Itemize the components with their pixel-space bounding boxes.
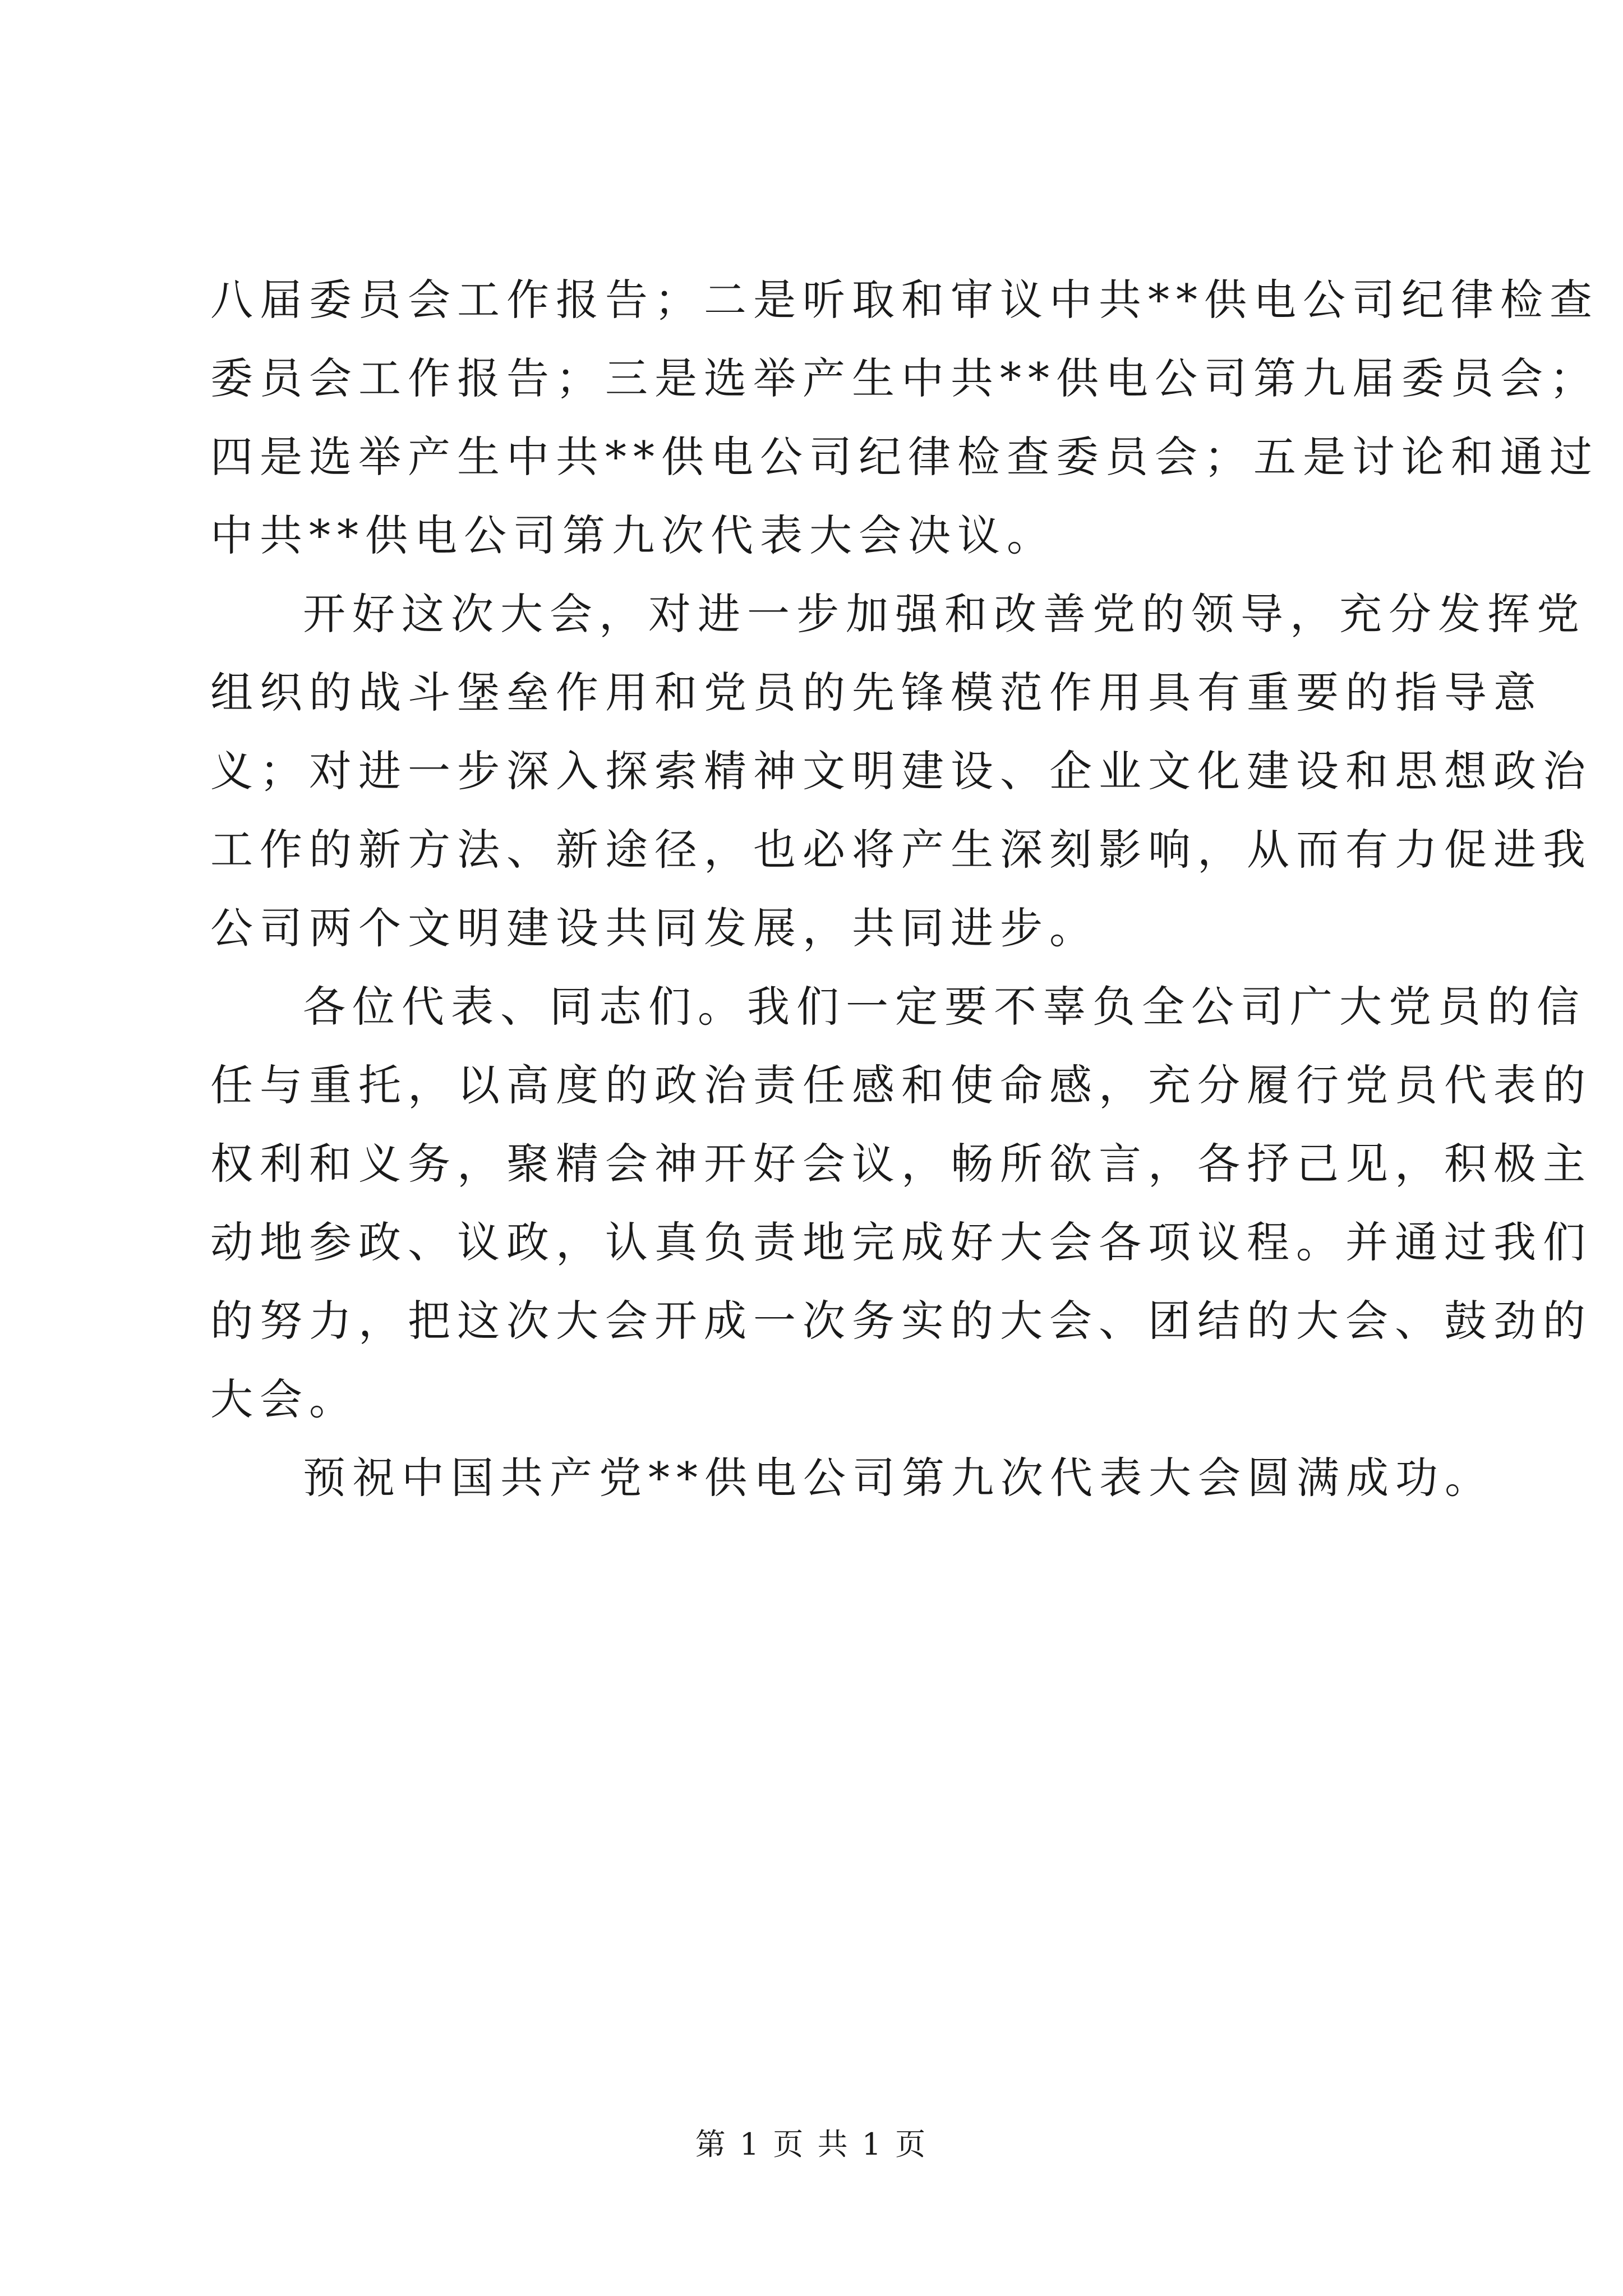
text-line: 大会。: [210, 1374, 358, 1424]
text-line: 开好这次大会，对进一步加强和改善党的领导，充分发挥党: [303, 589, 1586, 639]
text-line: 预祝中国共产党**供电公司第九次代表大会圆满成功。: [303, 1453, 1494, 1503]
page-footer: [0, 2120, 1623, 2164]
text-line: 组织的战斗堡垒作用和党员的先锋模范作用具有重要的指导意: [210, 668, 1543, 717]
text-line: 各位代表、同志们。我们一定要不辜负全公司广大党员的信: [303, 982, 1586, 1032]
paragraph: [210, 575, 1592, 968]
text-line: 八届委员会工作报告；二是听取和审议中共**供电公司纪律检查: [210, 275, 1599, 325]
text-line: 中共**供电公司第九次代表大会决议。: [210, 510, 1056, 560]
text-line: 任与重托，以高度的政治责任感和使命感，充分履行党员代表的: [210, 1060, 1592, 1110]
text-line: 四是选举产生中共**供电公司纪律检查委员会；五是讨论和通过: [210, 432, 1599, 482]
text-line: 动地参政、议政，认真负责地完成好大会各项议程。并通过我们: [210, 1217, 1592, 1267]
text-line: 的努力，把这次大会开成一次务实的大会、团结的大会、鼓劲的: [210, 1296, 1592, 1346]
text-line: 权利和义务，聚精会神开好会议，畅所欲言，各抒己见，积极主: [210, 1139, 1592, 1189]
text-line: 工作的新方法、新途径，也必将产生深刻影响，从而有力促进我: [210, 825, 1592, 875]
text-line: 义；对进一步深入探索精神文明建设、企业文化建设和思想政治: [210, 746, 1592, 796]
paragraph: [210, 968, 1592, 1439]
paragraph: [210, 1439, 1494, 1517]
paragraph: [210, 261, 1599, 575]
text-line: 公司两个文明建设共同发展，共同进步。: [210, 903, 1099, 953]
document-body: [210, 261, 1599, 1517]
page-number-label: 第 1 页 共 1 页: [695, 2127, 928, 2162]
text-line: 委员会工作报告；三是选举产生中共**供电公司第九届委员会；: [210, 353, 1599, 403]
